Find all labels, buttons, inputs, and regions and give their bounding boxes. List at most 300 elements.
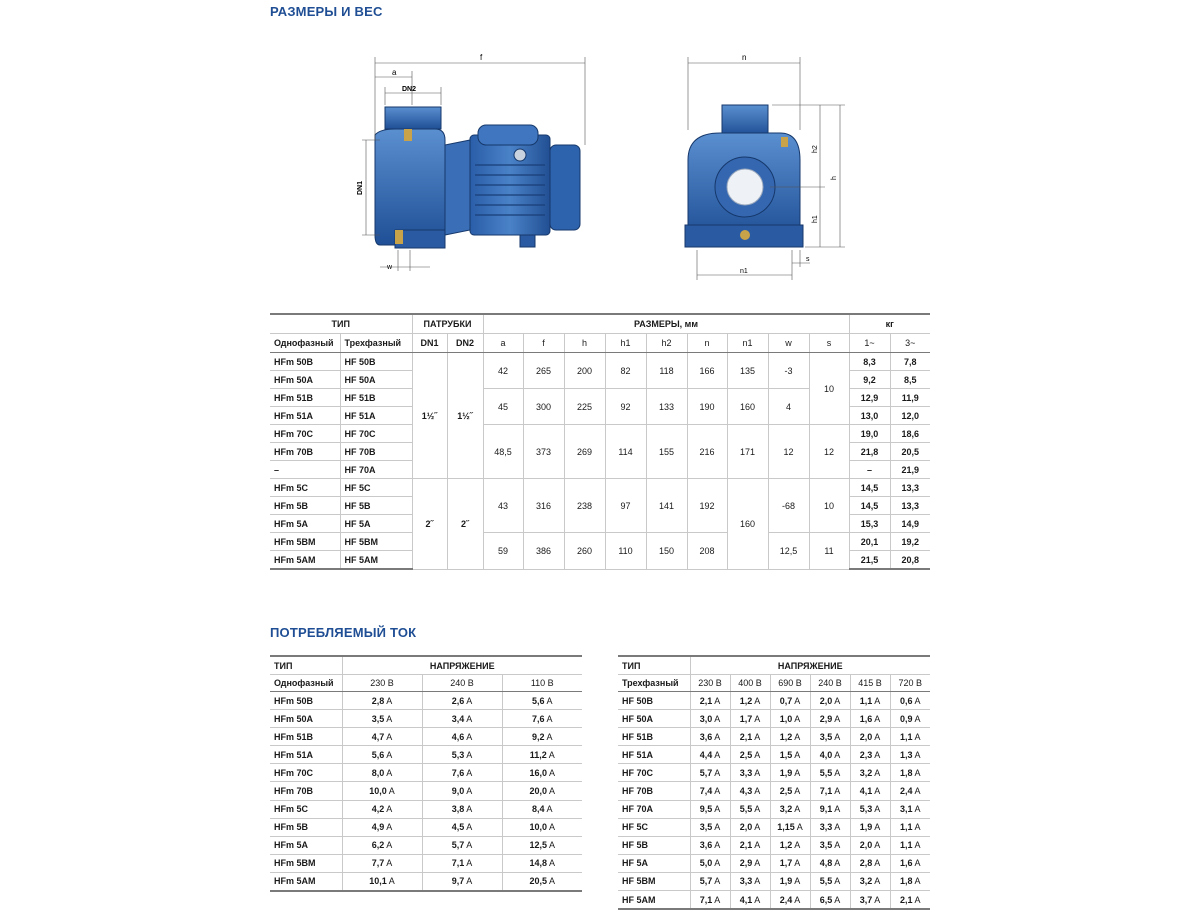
current-value: 1,7 [739, 713, 753, 724]
model-name: HFm 70B [270, 782, 342, 800]
current-unit: A [546, 731, 553, 742]
current-cell [502, 800, 582, 818]
dim-col-n: n [687, 334, 727, 353]
current-cell [810, 836, 850, 854]
current-cell [770, 854, 810, 872]
current-unit: A [794, 749, 801, 760]
current-unit: A [714, 876, 721, 887]
model-three: HF 51B [340, 389, 412, 407]
model-name: HFm 70C [270, 764, 342, 782]
cell-n: 208 [687, 533, 727, 570]
current-value: 2,8 [859, 858, 873, 869]
current-value: 4,2 [371, 804, 385, 815]
cell-h2: 118 [646, 353, 687, 389]
table-row [618, 692, 930, 710]
current-cell [810, 746, 850, 764]
model-single: HFm 51B [270, 389, 340, 407]
current-cell [422, 782, 502, 800]
table-row [270, 425, 930, 443]
cell-h: 260 [564, 533, 605, 570]
current-value: 16,0 [529, 767, 547, 778]
current-cell [850, 710, 890, 728]
current-unit: A [386, 731, 393, 742]
current-unit: A [466, 876, 473, 887]
current-value: 3,6 [699, 840, 713, 851]
cell-h: 225 [564, 389, 605, 425]
cell-n: 216 [687, 425, 727, 479]
current-cell [850, 818, 890, 836]
current-value: 6,5 [819, 894, 833, 905]
current-unit: A [388, 786, 395, 797]
current-unit: A [834, 767, 841, 778]
cur2-header-voltage: НАПРЯЖЕНИЕ [690, 656, 930, 675]
current-value: 14,8 [529, 858, 547, 869]
table-row [270, 782, 582, 800]
cur2-volt: 690 В [770, 675, 810, 692]
model-single: HFm 70C [270, 425, 340, 443]
current-unit: A [386, 767, 393, 778]
current-value: 6,2 [371, 840, 385, 851]
current-unit: A [466, 822, 473, 833]
current-cell [690, 872, 730, 890]
current-value: 1,3 [899, 749, 913, 760]
cell-kg1: 15,3 [849, 515, 890, 533]
table-row [618, 746, 930, 764]
current-value: 5,3 [451, 749, 465, 760]
current-cell [890, 782, 930, 800]
current-unit: A [548, 749, 555, 760]
current-value: 3,3 [819, 822, 833, 833]
current-table-three-phase [618, 655, 930, 910]
cell-kg3: 18,6 [890, 425, 930, 443]
table-row [618, 872, 930, 890]
cell-w: 4 [768, 389, 809, 425]
current-unit: A [914, 767, 921, 778]
cur2-volt: 720 В [890, 675, 930, 692]
current-value: 1,2 [739, 695, 753, 706]
model-three: HF 70A [340, 461, 412, 479]
label-h2: h2 [812, 145, 819, 153]
table-row [618, 854, 930, 872]
current-cell [810, 728, 850, 746]
model-name: HFm 50A [270, 710, 342, 728]
cell-kg3: 11,9 [890, 389, 930, 407]
current-cell [690, 710, 730, 728]
current-value: 3,2 [859, 767, 873, 778]
current-cell [850, 854, 890, 872]
model-name: HF 70A [618, 800, 690, 818]
current-unit: A [466, 731, 473, 742]
current-cell [770, 836, 810, 854]
current-value: 2,4 [899, 786, 913, 797]
current-value: 1,6 [859, 713, 873, 724]
current-unit: A [549, 786, 556, 797]
model-name: HF 51A [618, 746, 690, 764]
current-unit: A [386, 840, 393, 851]
label-dn1: DN1 [357, 180, 364, 195]
current-unit: A [754, 695, 761, 706]
current-unit: A [794, 894, 801, 905]
model-three: HF 5AM [340, 551, 412, 570]
cur2-volt: 415 В [850, 675, 890, 692]
current-unit: A [754, 786, 761, 797]
model-name: HF 51B [618, 728, 690, 746]
cell-s: 12 [809, 425, 849, 479]
current-value: 7,6 [451, 767, 465, 778]
current-cell [342, 710, 422, 728]
dim-col-s: s [809, 334, 849, 353]
pump-front-view [685, 53, 845, 280]
cell-a: 48,5 [483, 425, 523, 479]
current-unit: A [754, 767, 761, 778]
current-unit: A [914, 822, 921, 833]
model-name: HFm 50B [270, 692, 342, 710]
current-unit: A [754, 804, 761, 815]
model-name: HF 50A [618, 710, 690, 728]
current-value: 1,9 [779, 876, 793, 887]
current-unit: A [874, 822, 881, 833]
current-unit: A [834, 695, 841, 706]
cell-f: 316 [523, 479, 564, 533]
current-cell [690, 728, 730, 746]
current-value: 1,15 [777, 822, 795, 833]
current-unit: A [794, 695, 801, 706]
current-unit: A [914, 894, 921, 905]
current-cell [422, 818, 502, 836]
current-cell [502, 710, 582, 728]
cell-w: -3 [768, 353, 809, 389]
model-name: HFm 51A [270, 746, 342, 764]
table-row [618, 710, 930, 728]
current-value: 4,0 [819, 749, 833, 760]
current-value: 1,1 [859, 695, 873, 706]
model-three: HF 50B [340, 353, 412, 371]
cell-kg3: 14,9 [890, 515, 930, 533]
table-row [270, 872, 582, 891]
label-n1: n1 [740, 268, 748, 275]
current-unit: A [914, 713, 921, 724]
current-cell [730, 764, 770, 782]
current-section-title: ПОТРЕБЛЯЕМЫЙ ТОК [270, 625, 417, 640]
dim-header-sizes: РАЗМЕРЫ, мм [483, 314, 849, 334]
current-unit: A [714, 894, 721, 905]
model-single: HFm 70B [270, 443, 340, 461]
current-unit: A [914, 804, 921, 815]
current-unit: A [834, 731, 841, 742]
cell-n: 192 [687, 479, 727, 533]
current-value: 1,1 [899, 731, 913, 742]
table-row [618, 782, 930, 800]
model-single: HFm 51A [270, 407, 340, 425]
current-value: 8,0 [371, 767, 385, 778]
dn1-group2: 2˝ [412, 479, 447, 570]
current-value: 5,5 [819, 876, 833, 887]
current-value: 4,9 [371, 822, 385, 833]
model-name: HF 5C [618, 818, 690, 836]
model-name: HF 5AM [618, 891, 690, 910]
table-row [618, 800, 930, 818]
current-cell [770, 800, 810, 818]
label-n: n [742, 53, 747, 62]
cell-kg1: 12,9 [849, 389, 890, 407]
current-unit: A [794, 767, 801, 778]
current-value: 1,5 [779, 749, 793, 760]
cell-h1: 82 [605, 353, 646, 389]
current-unit: A [794, 713, 801, 724]
current-unit: A [714, 804, 721, 815]
current-value: 12,5 [529, 840, 547, 851]
current-unit: A [754, 731, 761, 742]
current-value: 2,0 [859, 840, 873, 851]
cell-kg1: 21,8 [849, 443, 890, 461]
model-three: HF 5A [340, 515, 412, 533]
current-value: 4,3 [739, 786, 753, 797]
current-cell [810, 710, 850, 728]
current-value: 3,4 [451, 713, 465, 724]
current-unit: A [794, 876, 801, 887]
cell-kg3: 12,0 [890, 407, 930, 425]
cell-n: 166 [687, 353, 727, 389]
model-single: HFm 5BM [270, 533, 340, 551]
current-cell [342, 746, 422, 764]
model-three: HF 5BM [340, 533, 412, 551]
current-value: 1,1 [899, 822, 913, 833]
cell-h1: 114 [605, 425, 646, 479]
current-unit: A [546, 713, 553, 724]
current-value: 2,1 [739, 840, 753, 851]
cell-h2: 155 [646, 425, 687, 479]
current-unit: A [874, 767, 881, 778]
dn1-group1: 1½˝ [412, 353, 447, 479]
current-unit: A [714, 840, 721, 851]
current-value: 4,5 [451, 822, 465, 833]
current-cell [770, 818, 810, 836]
current-value: 7,6 [531, 713, 545, 724]
dim-header-three: Трехфазный [340, 334, 412, 353]
current-value: 3,6 [699, 731, 713, 742]
current-unit: A [549, 840, 556, 851]
current-value: 4,7 [371, 731, 385, 742]
cell-f: 373 [523, 425, 564, 479]
current-unit: A [794, 786, 801, 797]
table-row [270, 764, 582, 782]
table-row [618, 836, 930, 854]
dim-header-dn2: DN2 [447, 334, 483, 353]
model-single: HFm 50A [270, 371, 340, 389]
current-cell [422, 836, 502, 854]
cell-h1: 92 [605, 389, 646, 425]
current-unit: A [794, 731, 801, 742]
current-cell [422, 710, 502, 728]
label-h: h [831, 176, 838, 180]
current-value: 5,3 [859, 804, 873, 815]
current-cell [690, 764, 730, 782]
cur2-volt: 230 В [690, 675, 730, 692]
dim-header-single: Однофазный [270, 334, 340, 353]
current-value: 7,1 [819, 786, 833, 797]
current-unit: A [874, 840, 881, 851]
current-value: 0,6 [899, 695, 913, 706]
current-unit: A [714, 858, 721, 869]
current-cell [342, 692, 422, 710]
current-cell [690, 692, 730, 710]
current-unit: A [914, 695, 921, 706]
current-cell [502, 836, 582, 854]
cell-h1: 110 [605, 533, 646, 570]
cell-n1: 160 [727, 479, 768, 570]
current-value: 5,6 [531, 695, 545, 706]
table-row [270, 800, 582, 818]
current-value: 9,2 [531, 731, 545, 742]
cur2-header-type: ТИП [618, 656, 690, 675]
model-single: HFm 5B [270, 497, 340, 515]
current-cell [850, 764, 890, 782]
current-cell [690, 782, 730, 800]
model-name: HFm 5BM [270, 854, 342, 872]
current-unit: A [466, 804, 473, 815]
current-cell [730, 728, 770, 746]
current-cell [502, 764, 582, 782]
current-value: 4,4 [699, 749, 713, 760]
current-value: 3,5 [819, 840, 833, 851]
cell-s: 10 [809, 353, 849, 425]
table-row [270, 836, 582, 854]
current-unit: A [466, 858, 473, 869]
current-value: 5,7 [699, 876, 713, 887]
current-value: 20,0 [529, 786, 547, 797]
model-single: HFm 5C [270, 479, 340, 497]
current-value: 2,3 [859, 749, 873, 760]
current-value: 10,1 [369, 876, 387, 887]
cell-s: 11 [809, 533, 849, 570]
sizes-section-title: РАЗМЕРЫ И ВЕС [270, 4, 383, 19]
current-cell [810, 800, 850, 818]
current-value: 3,8 [451, 804, 465, 815]
cell-kg3: 21,9 [890, 461, 930, 479]
current-value: 2,0 [739, 822, 753, 833]
current-value: 2,5 [739, 749, 753, 760]
current-cell [730, 854, 770, 872]
current-value: 1,2 [779, 840, 793, 851]
current-unit: A [874, 858, 881, 869]
current-value: 2,4 [779, 894, 793, 905]
model-single: – [270, 461, 340, 479]
current-cell [422, 692, 502, 710]
current-cell [850, 692, 890, 710]
current-unit: A [874, 713, 881, 724]
label-s: s [806, 256, 810, 263]
cur1-volt-110: 110 В [502, 675, 582, 692]
current-unit: A [546, 804, 553, 815]
current-unit: A [914, 840, 921, 851]
current-value: 2,1 [739, 731, 753, 742]
current-unit: A [466, 695, 473, 706]
dn2-group2: 2˝ [447, 479, 483, 570]
cell-n1: 135 [727, 353, 768, 389]
current-cell [690, 746, 730, 764]
current-value: 3,5 [699, 822, 713, 833]
current-cell [422, 800, 502, 818]
cell-n1: 160 [727, 389, 768, 425]
current-unit: A [834, 858, 841, 869]
current-unit: A [386, 858, 393, 869]
current-value: 1,0 [779, 713, 793, 724]
current-value: 9,1 [819, 804, 833, 815]
current-value: 7,1 [699, 894, 713, 905]
current-value: 20,5 [529, 876, 547, 887]
cell-kg3: 13,3 [890, 479, 930, 497]
current-value: 0,7 [779, 695, 793, 706]
current-unit: A [754, 749, 761, 760]
current-cell [890, 872, 930, 890]
current-unit: A [754, 858, 761, 869]
cell-a: 59 [483, 533, 523, 570]
current-value: 2,1 [899, 894, 913, 905]
current-value: 5,6 [371, 749, 385, 760]
current-unit: A [796, 822, 803, 833]
current-unit: A [466, 840, 473, 851]
current-value: 4,1 [739, 894, 753, 905]
dim-col-h1: h1 [605, 334, 646, 353]
dim-col-a: a [483, 334, 523, 353]
cur2-volt: 400 В [730, 675, 770, 692]
current-unit: A [466, 767, 473, 778]
cell-kg1: 13,0 [849, 407, 890, 425]
cell-h1: 97 [605, 479, 646, 533]
label-a: a [392, 68, 397, 77]
current-unit: A [874, 876, 881, 887]
cell-h: 238 [564, 479, 605, 533]
model-three: HF 50A [340, 371, 412, 389]
cell-h: 200 [564, 353, 605, 389]
cell-f: 300 [523, 389, 564, 425]
cell-kg3: 8,5 [890, 371, 930, 389]
cell-w: 12,5 [768, 533, 809, 570]
model-single: HFm 5A [270, 515, 340, 533]
model-name: HF 5BM [618, 872, 690, 890]
model-single: HFm 5AM [270, 551, 340, 570]
current-cell [730, 800, 770, 818]
current-unit: A [466, 713, 473, 724]
current-value: 1,8 [899, 876, 913, 887]
cell-h2: 133 [646, 389, 687, 425]
current-cell [770, 872, 810, 890]
current-cell [690, 854, 730, 872]
current-value: 10,0 [369, 786, 387, 797]
current-unit: A [754, 713, 761, 724]
current-unit: A [714, 786, 721, 797]
current-value: 9,5 [699, 804, 713, 815]
model-name: HFm 5A [270, 836, 342, 854]
cell-a: 43 [483, 479, 523, 533]
cur1-volt-240: 240 В [422, 675, 502, 692]
current-unit: A [834, 876, 841, 887]
current-unit: A [874, 894, 881, 905]
cur1-header-single: Однофазный [270, 675, 342, 692]
current-unit: A [874, 695, 881, 706]
current-unit: A [714, 767, 721, 778]
current-cell [730, 818, 770, 836]
table-row [618, 764, 930, 782]
current-cell [770, 782, 810, 800]
current-cell [890, 836, 930, 854]
cell-s: 10 [809, 479, 849, 533]
current-unit: A [386, 713, 393, 724]
model-name: HF 70C [618, 764, 690, 782]
dim-header-ports: ПАТРУБКИ [412, 314, 483, 334]
current-unit: A [874, 749, 881, 760]
current-cell [850, 746, 890, 764]
